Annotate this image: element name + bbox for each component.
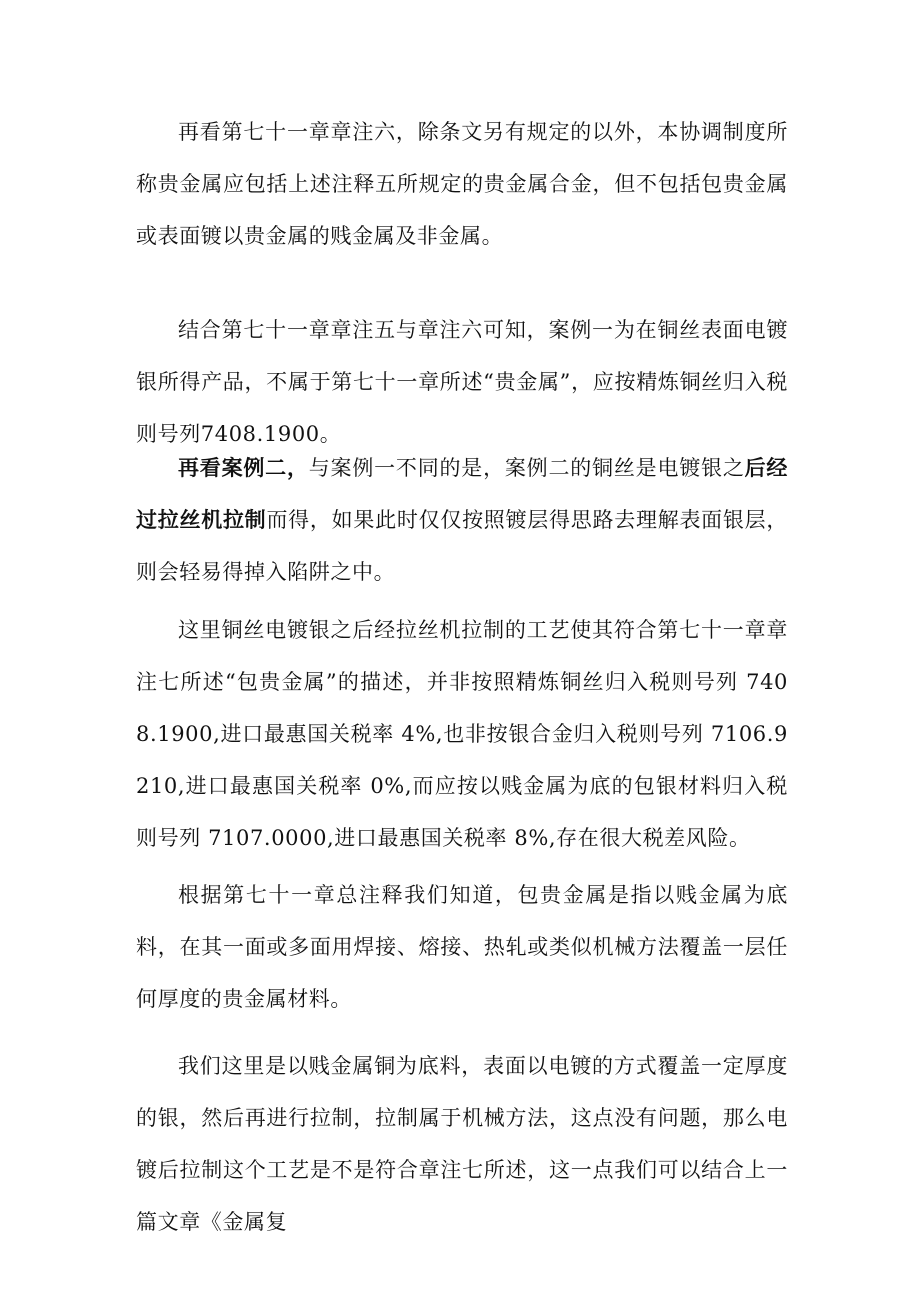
paragraph-case1-conclusion: 结合第七十一章章注五与章注六可知，案例一为在铜丝表面电镀银所得产品，不属于第七十一章所述“贵金属”，应按精炼铜丝归入税则号列7408.1900。 [136,318,788,446]
paragraph-tariff-analysis: 这里铜丝电镀银之后经拉丝机拉制的工艺使其符合第七十一章章注七所述“包贵金属”的描述，并非按照精炼铜丝归入税则号列 7408.1900,进口最惠国关税率 4%,也非按银合金归入税则号列 7106.9210,进口最惠国关税率 0%,而应按以贱金属为底的包银材料归入税则号列 7107.0000,进口最惠国关税率 8%,存在很大税差风险。 [136,618,788,850]
case2-text-part1: 与案例一不同的是，案例二的铜丝是电镀银之 [308,456,745,480]
paragraph-general-notes: 根据第七十一章总注释我们知道，包贵金属是指以贱金属为底料，在其一面或多面用焊接、熔接、热轧或类似机械方法覆盖一层任何厚度的贵金属材料。 [136,883,788,1011]
case2-text-part2: 而得，如果此时仅仅按照镀层得思路去理解表面银层，则会轻易得掉入陷阱之中。 [136,508,788,584]
paragraph-chapter71-note6: 再看第七十一章章注六，除条文另有规定的以外，本协调制度所称贵金属应包括上述注释五所规定的贵金属合金，但不包括包贵金属或表面镀以贵金属的贱金属及非金属。 [136,120,788,248]
paragraph-process-discussion: 我们这里是以贱金属铜为底料，表面以电镀的方式覆盖一定厚度的银，然后再进行拉制，拉制属于机械方法，这点没有问题，那么电镀后拉制这个工艺是不是符合章注七所述，这一点我们可以结合上一篇文章《金属复 [136,1054,788,1234]
paragraph-case2-intro [136,442,788,598]
bold-process-text: 后经过拉丝机拉制 [136,455,789,532]
bold-lead-text: 再看案例二， [178,455,309,480]
